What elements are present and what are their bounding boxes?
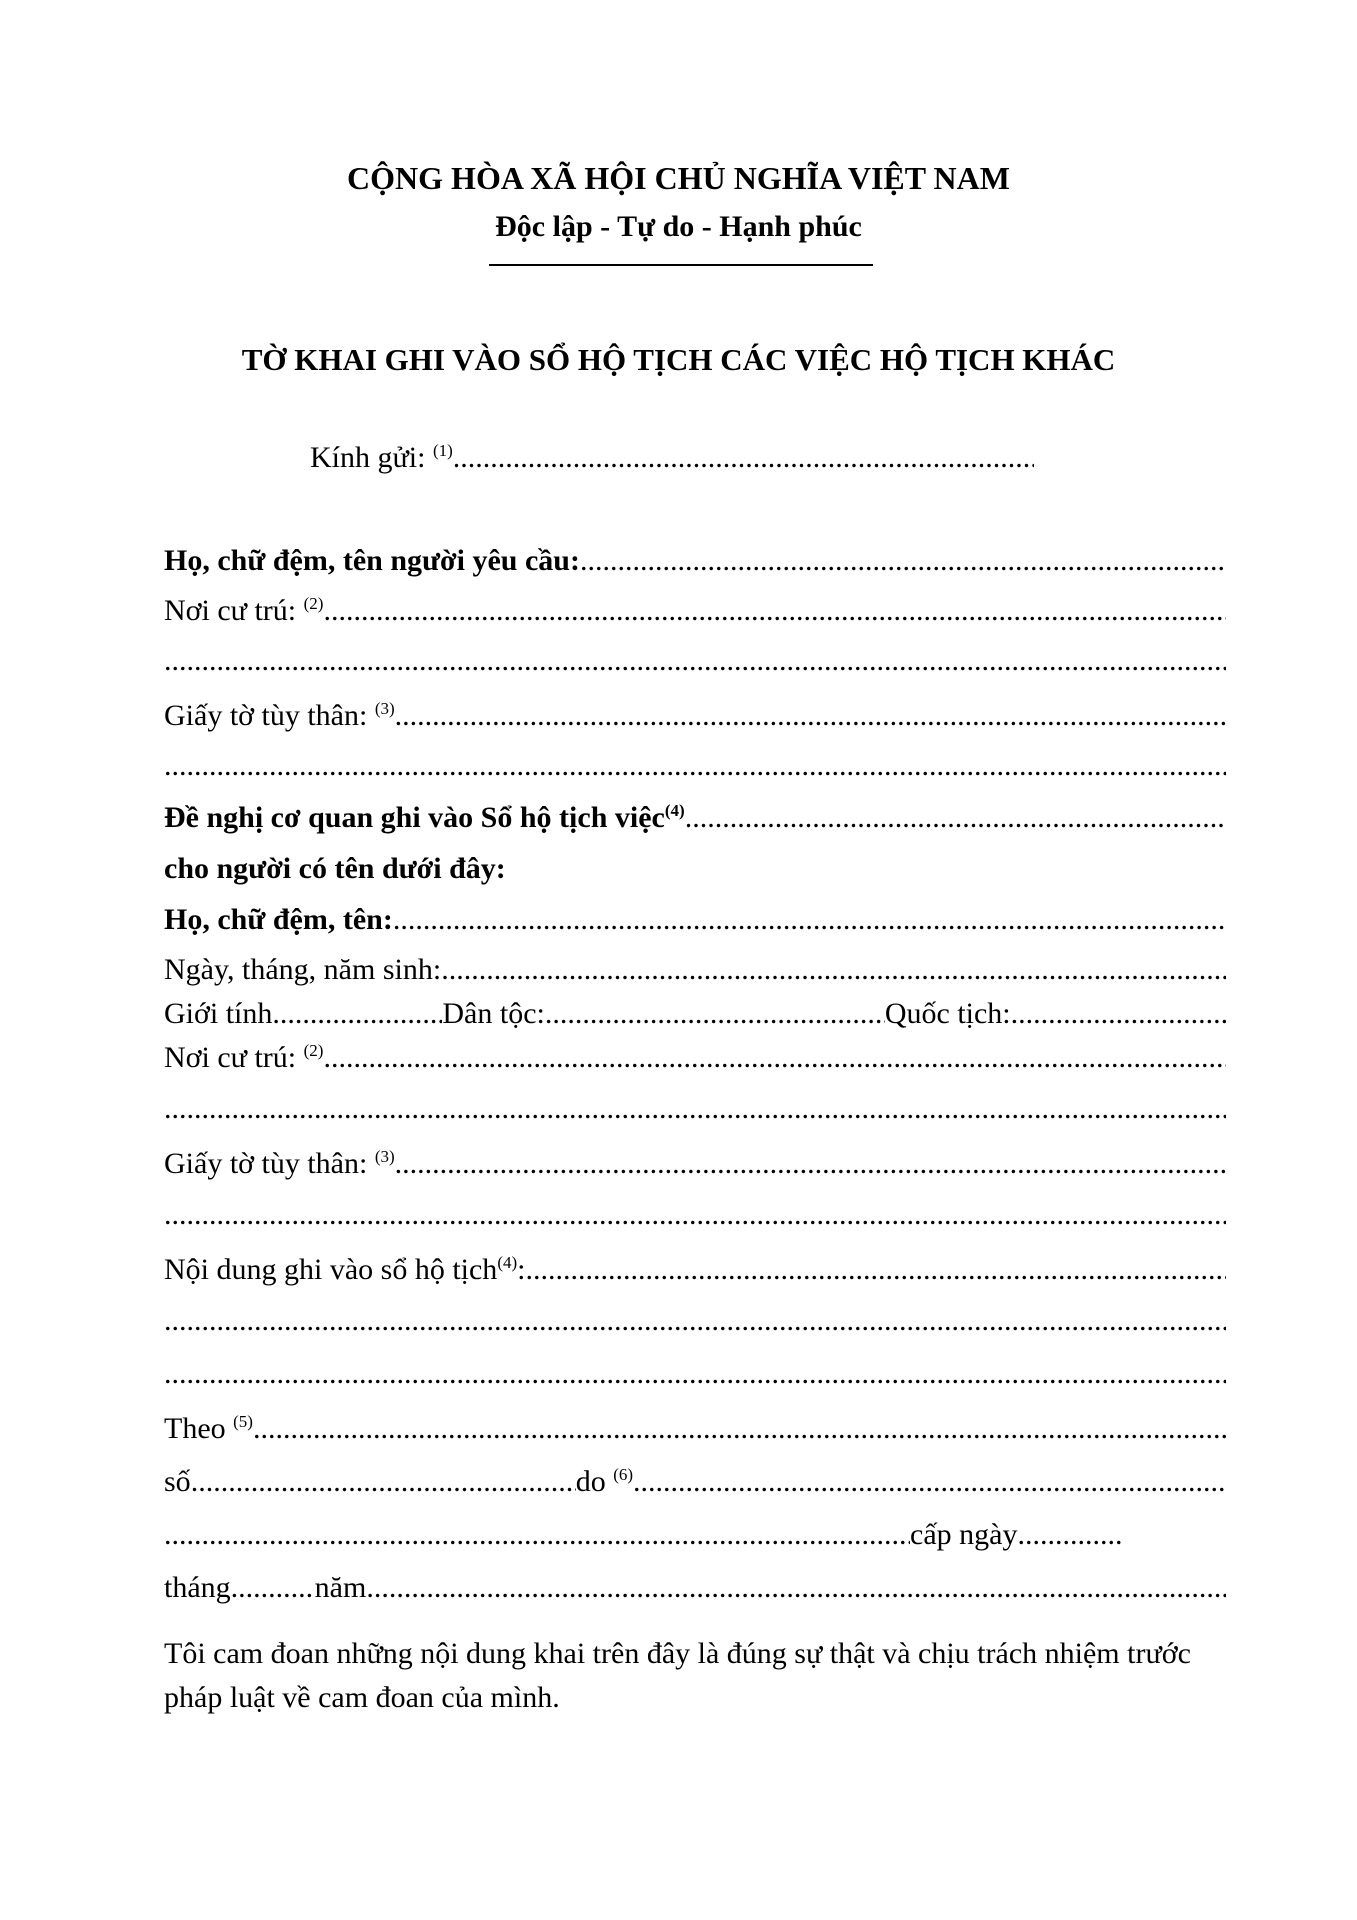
subject-gender-field[interactable] xyxy=(272,999,442,1029)
request-for-label: cho người có tên dưới đây: xyxy=(164,852,506,885)
requester-residence-line xyxy=(164,594,1226,638)
requester-id-field[interactable] xyxy=(395,701,1226,731)
requester-residence-field[interactable] xyxy=(323,596,1226,626)
request-label: Đề nghị cơ quan ghi vào Sổ hộ tịch việc$^{(4)}$ xyxy=(164,801,685,834)
national-title: CỘNG HÒA XÃ HỘI CHỦ NGHĨA VIỆT NAM xyxy=(347,160,1010,196)
recipient-line xyxy=(310,441,1034,485)
basis-issued-line xyxy=(164,1518,1124,1562)
header-divider xyxy=(489,264,873,266)
note-ref: (4) xyxy=(664,801,685,820)
recipient-label: Kính gửi: $^{(1)}$ xyxy=(310,441,453,474)
basis-month-label: tháng xyxy=(164,1571,231,1604)
content-field-3[interactable] xyxy=(164,1359,1226,1389)
subject-nationality-field[interactable] xyxy=(1011,999,1226,1029)
national-motto: Độc lập - Tự do - Hạnh phúc xyxy=(495,210,862,243)
declaration-text: Tôi cam đoan những nội dung khai trên đây là đúng sự thật và chịu trách nhiệm trước pháp luật về cam đoan của mình. xyxy=(164,1637,1191,1714)
basis-issuer-field-2[interactable] xyxy=(164,1520,910,1550)
subject-id-field-2[interactable] xyxy=(164,1200,1226,1230)
note-ref: (6) xyxy=(613,1465,634,1484)
request-line xyxy=(164,801,1226,845)
note-ref: (2) xyxy=(303,1041,324,1060)
content-label: Nội dung ghi vào sổ hộ tịch$^{(4)}$: xyxy=(164,1253,526,1286)
requester-name-line xyxy=(164,544,1226,588)
requester-id-line xyxy=(164,699,1226,743)
basis-according-line xyxy=(164,1412,1226,1456)
basis-according-label: Theo $^{(5)}$ xyxy=(164,1412,253,1445)
basis-issued-date-label: cấp ngày xyxy=(910,1518,1018,1551)
subject-name-line xyxy=(164,903,1226,947)
content-field[interactable] xyxy=(525,1255,1226,1285)
subject-residence-label: Nơi cư trú: $^{(2)}$ xyxy=(164,1041,324,1074)
subject-id-label: Giấy tờ tùy thân: $^{(3)}$ xyxy=(164,1147,395,1180)
subject-dob-label: Ngày, tháng, năm sinh: xyxy=(164,953,442,986)
requester-name-field[interactable] xyxy=(580,546,1226,576)
subject-name-field[interactable] xyxy=(393,905,1226,935)
requester-name-label: Họ, chữ đệm, tên người yêu cầu: xyxy=(164,544,580,577)
requester-id-label: Giấy tờ tùy thân: $^{(3)}$ xyxy=(164,699,395,732)
note-ref: (1) xyxy=(432,441,453,460)
basis-year-field[interactable] xyxy=(366,1573,1226,1603)
content-line xyxy=(164,1253,1226,1297)
subject-residence-field-2[interactable] xyxy=(164,1094,1226,1124)
content-field-2[interactable] xyxy=(164,1306,1226,1336)
recipient-field[interactable] xyxy=(453,443,1034,473)
request-field[interactable] xyxy=(685,803,1226,833)
content-line-3 xyxy=(164,1359,1226,1403)
subject-id-line-2 xyxy=(164,1200,1226,1244)
subject-dob-line xyxy=(164,953,1226,997)
note-ref: (4) xyxy=(497,1253,518,1272)
subject-residence-line xyxy=(164,1041,1226,1085)
note-ref: (2) xyxy=(303,594,324,613)
basis-by-field[interactable] xyxy=(633,1467,1226,1497)
form-title: TỜ KHAI GHI VÀO SỔ HỘ TỊCH CÁC VIỆC HỘ TỊCH KHÁC xyxy=(241,342,1116,377)
requester-residence-field-2[interactable] xyxy=(164,646,1226,676)
requester-id-line-2 xyxy=(164,751,1226,795)
basis-according-field[interactable] xyxy=(253,1414,1226,1444)
subject-name-label: Họ, chữ đệm, tên: xyxy=(164,903,393,936)
basis-month-year-line xyxy=(164,1571,1226,1615)
subject-gender-label: Giới tính xyxy=(164,997,273,1030)
subject-id-line xyxy=(164,1147,1226,1191)
basis-year-label: năm xyxy=(314,1571,367,1604)
subject-residence-field[interactable] xyxy=(323,1043,1226,1073)
subject-ethnicity-field[interactable] xyxy=(545,999,885,1029)
subject-gender-ethnicity-nationality-line xyxy=(164,997,1226,1041)
subject-residence-line-2 xyxy=(164,1094,1226,1138)
subject-nationality-label: Quốc tịch: xyxy=(884,997,1011,1030)
basis-issued-day-field[interactable] xyxy=(1017,1520,1124,1550)
basis-number-label: số xyxy=(164,1465,191,1498)
request-for-line xyxy=(164,852,1226,896)
content-line-2 xyxy=(164,1306,1226,1350)
note-ref: (5) xyxy=(233,1412,253,1431)
requester-residence-label: Nơi cư trú: $^{(2)}$ xyxy=(164,594,324,627)
requester-residence-line-2 xyxy=(164,646,1226,690)
subject-ethnicity-label: Dân tộc: xyxy=(442,997,545,1030)
subject-dob-field[interactable] xyxy=(441,955,1226,985)
note-ref: (3) xyxy=(374,1147,395,1166)
basis-by-label: do $^{(6)}$ xyxy=(575,1465,634,1498)
note-ref: (3) xyxy=(374,699,395,718)
basis-number-field[interactable] xyxy=(191,1467,576,1497)
basis-number-line xyxy=(164,1465,1226,1509)
requester-id-field-2[interactable] xyxy=(164,751,1226,781)
subject-id-field[interactable] xyxy=(395,1149,1226,1179)
basis-month-field[interactable] xyxy=(231,1573,315,1603)
